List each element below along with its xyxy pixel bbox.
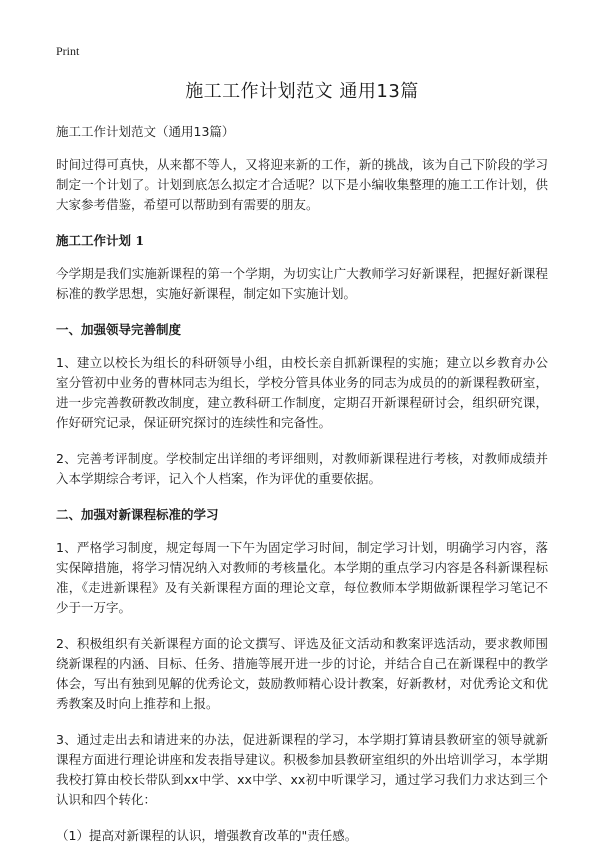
plan-intro-paragraph: 今学期是我们实施新课程的第一个学期，为切实让广大教师学习好新课程，把握好新课程标准的教学思想，实施好新课程，制定如下实施计划。 [56,266,548,301]
section-1-paragraph-2: 2、完善考评制度。学校制定出详细的考评细则，对教师新课程进行考核，对教师成绩并入本学期综合考评，记入个人档案，作为评优的重要依据。 [56,451,548,486]
plan-heading: 施工工作计划 1 [56,233,145,248]
document-subtitle: 施工工作计划范文（通用13篇） [56,124,235,139]
section-2-paragraph-1: 1、严格学习制度，规定每周一下午为固定学习时间，制定学习计划，明确学习内容，落实保障措施，将学习情况纳入对教师的考核量化。本学期的重点学习内容是各科新课程标准，《走进新课程》及有关新课程方面的理论文章，每位教师本学期做新课程学习笔记不少于一万字。 [56,540,548,615]
section-2-heading: 二、加强对新课程标准的学习 [56,507,219,522]
list-item-1: （1）提高对新课程的认识，增强教育改革的"责任感。 [56,828,358,843]
page-title: 施工工作计划范文 通用13篇 [185,81,419,102]
section-2-paragraph-2: 2、积极组织有关新课程方面的论文撰写、评选及征文活动和教案评选活动，要求教师围绕新课程的内涵、目标、任务、措施等展开进一步的讨论，并结合自己在新课程中的教学体会，写出有独到见解的优秀论文，鼓励教师精心设计教案，好新教材，对优秀论文和优秀教案及时向上推荐和上报。 [56,636,548,711]
print-link[interactable]: Print [56,44,80,58]
section-2-paragraph-3: 3、通过走出去和请进来的办法，促进新课程的学习，本学期打算请县教研室的领导就新课程方面进行理论讲座和发表指导建议。积极参加县教研室组织的外出培训学习，本学期我校打算由校长带队到xx中学、xx中学、xx初中听课学习，通过学习我们力求达到三个认识和四个转化： [56,732,548,807]
section-1-heading: 一、加强领导完善制度 [56,322,182,337]
intro-paragraph: 时间过得可真快，从来都不等人，又将迎来新的工作，新的挑战，该为自己下阶段的学习制定一个计划了。计划到底怎么拟定才合适呢？以下是小编收集整理的施工工作计划，供大家参考借鉴，希望可以帮助到有需要的朋友。 [56,157,548,212]
section-1-paragraph-1: 1、建立以校长为组长的科研领导小组，由校长亲自抓新课程的实施；建立以乡教育办公室分管初中业务的曹林同志为组长，学校分管具体业务的同志为成员的的新课程教研室，进一步完善教研教改制度，建立教科研工作制度，定期召开新课程研讨会，组织研究课，作好研究记录，保证研究探讨的连续性和完备性。 [56,355,548,430]
